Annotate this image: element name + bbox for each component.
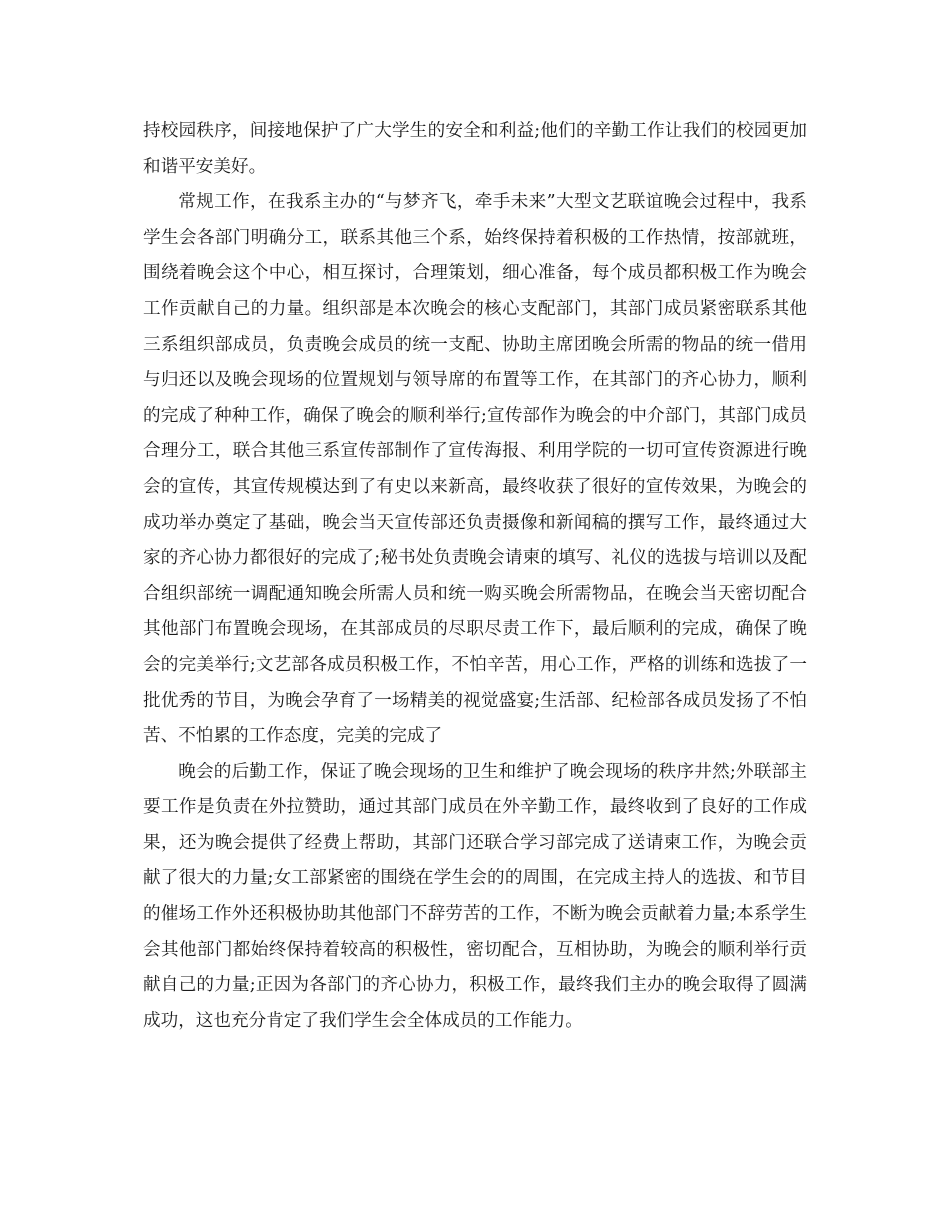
paragraph-logistics-work: 晚会的后勤工作，保证了晚会现场的卫生和维护了晚会现场的秩序井然;外联部主要工作是负责在外拉赞助，通过其部门成员在外辛勤工作，最终收到了良好的工作成果，还为晚会提供了经费上帮助，其部门还联合学习部完成了送请柬工作，为晚会贡献了很大的力量;女工部紧密的围绕在学生会的的周围，在完成主持人的选拔、和节目的催场工作外还积极协助其他部门不辞劳苦的工作，不断为晚会贡献着力量;本系学生会其他部门都始终保持着较高的积极性，密切配合，互相协助，为晚会的顺利举行贡献自己的力量;正因为各部门的齐心协力，积极工作，最终我们主办的晚会取得了圆满成功，这也充分肯定了我们学生会全体成员的工作能力。 <box>143 761 807 1031</box>
document-body <box>143 114 807 1039</box>
paragraph-regular-work: 常规工作，在我系主办的“与梦齐飞，牵手未来”大型文艺联谊晚会过程中，我系学生会各部门明确分工，联系其他三个系，始终保持着积极的工作热情，按部就班，围绕着晚会这个中心，相互探讨，合理策划，细心准备，每个成员都积极工作为晚会工作贡献自己的力量。组织部是本次晚会的核心支配部门，其部门成员紧密联系其他三系组织部成员，负责晚会成员的统一支配、协助主席团晚会所需的物品的统一借用与归还以及晚会现场的位置规划与领导席的布置等工作，在其部门的齐心协力，顺利的完成了种种工作，确保了晚会的顺利举行;宣传部作为晚会的中介部门，其部门成员合理分工，联合其他三系宣传部制作了宣传海报、利用学院的一切可宣传资源进行晚会的宣传，其宣传规模达到了有史以来新高，最终收获了很好的宣传效果，为晚会的成功举办奠定了基础，晚会当天宣传部还负责摄像和新闻稿的撰写工作，最终通过大家的齐心协力都很好的完成了;秘书处负责晚会请柬的填写、礼仪的选拔与培训以及配合组织部统一调配通知晚会所需人员和统一购买晚会所需物品，在晚会当天密切配合其他部门布置晚会现场，在其部成员的尽职尽责工作下，最后顺利的完成，确保了晚会的完美举行;文艺部各成员积极工作，不怕辛苦，用心工作，严格的训练和选拔了一批优秀的节目，为晚会孕育了一场精美的视觉盛宴;生活部、纪检部各成员发扬了不怕苦、不怕累的工作态度，完美的完成了 <box>143 192 807 747</box>
paragraph-continuation: 持校园秩序，间接地保护了广大学生的安全和利益;他们的辛勤工作让我们的校园更加和谐平安美好。 <box>143 121 807 177</box>
